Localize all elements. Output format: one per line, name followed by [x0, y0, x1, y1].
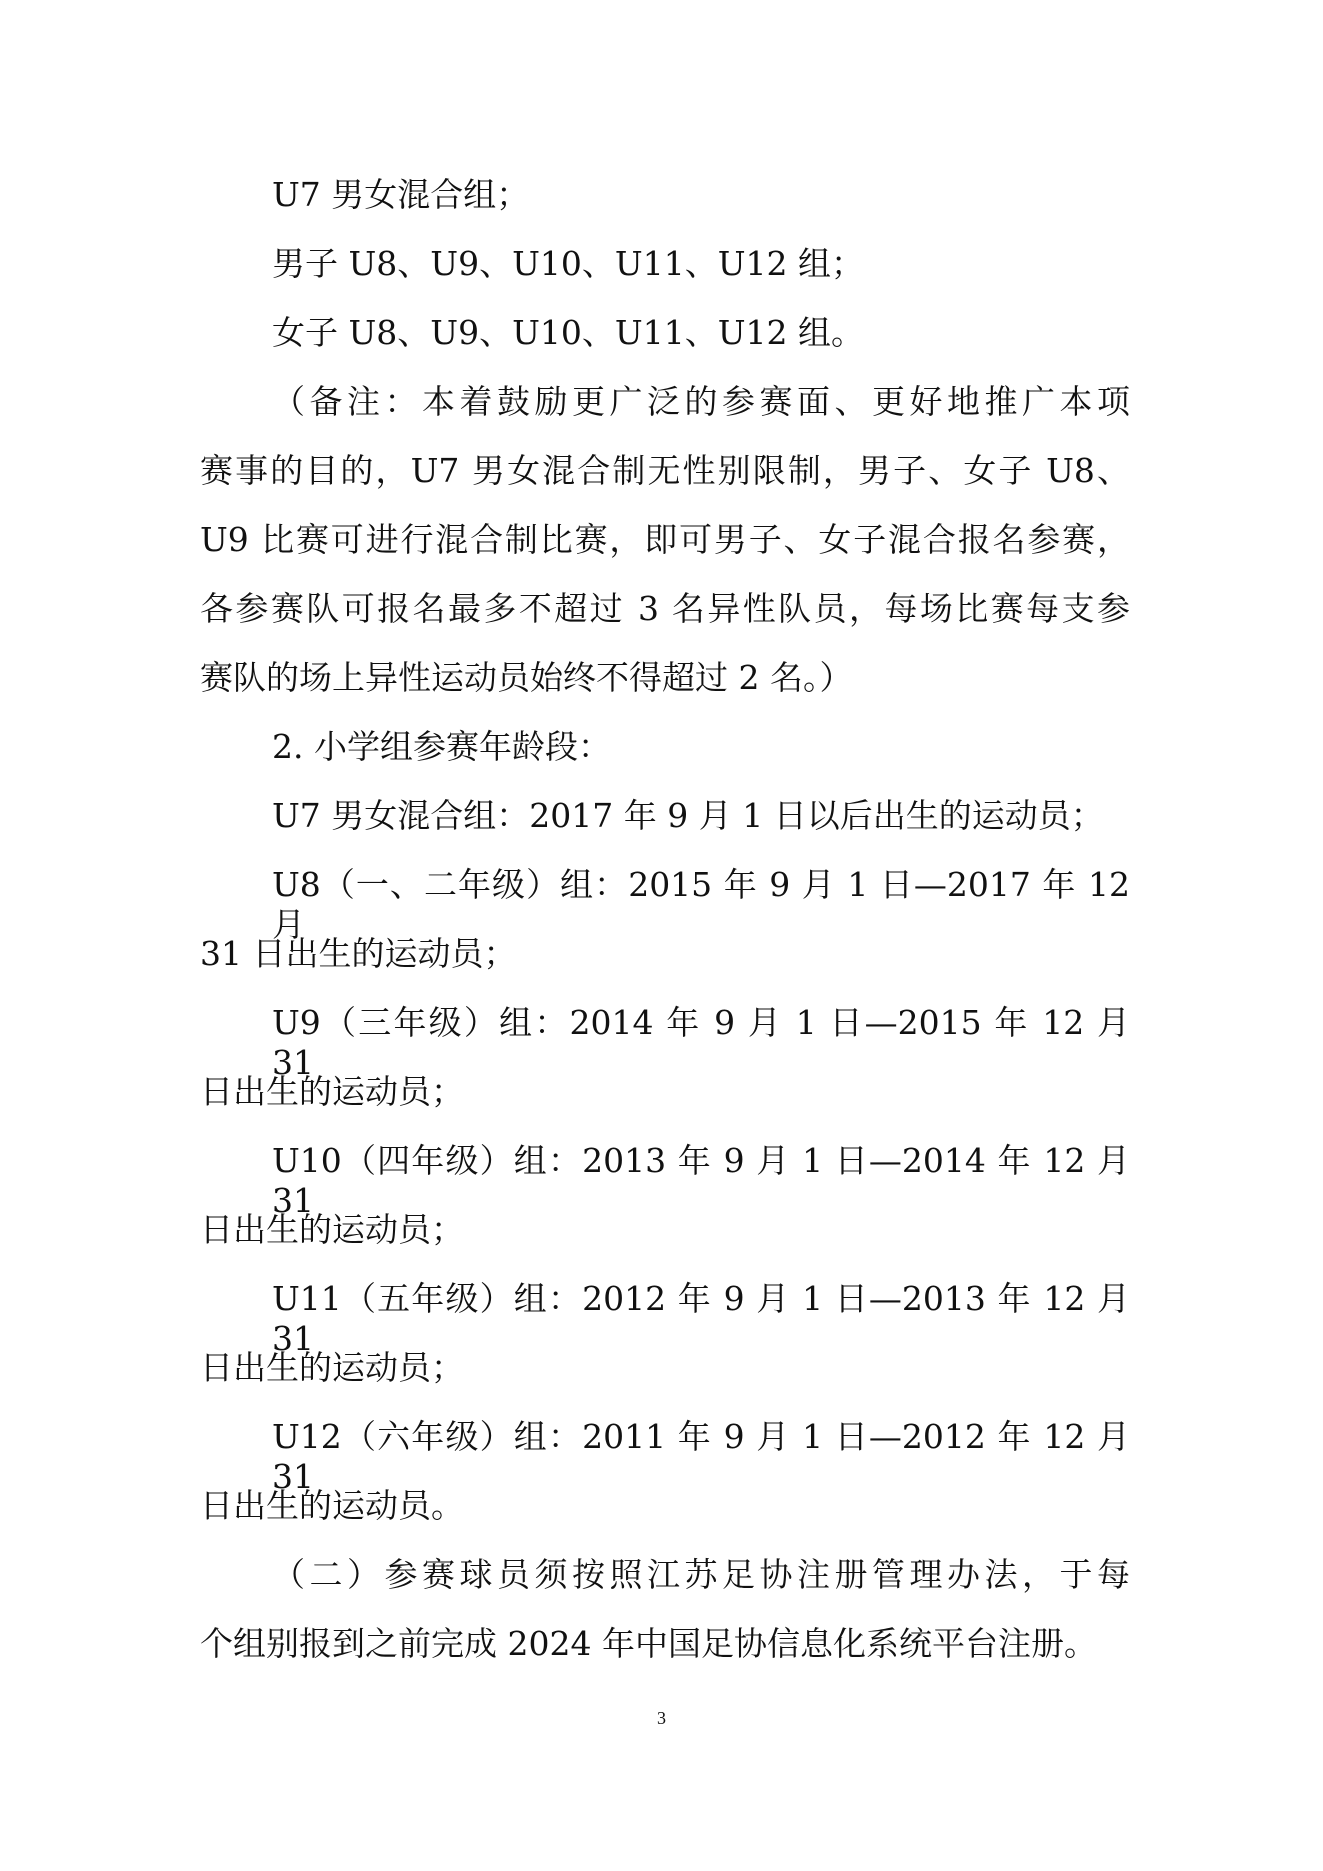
text-line-u9-age-cont: 日出生的运动员； — [200, 1072, 464, 1111]
text-line-u8-age-cont: 31 日出生的运动员； — [200, 934, 517, 973]
text-line-note-5: 赛队的场上异性运动员始终不得超过 2 名。） — [200, 658, 853, 697]
text-line-u7-age: U7 男女混合组：2017 年 9 月 1 日以后出生的运动员； — [272, 796, 1104, 835]
text-line-note-2: 赛事的目的，U7 男女混合制无性别限制，男子、女子 U8、 — [200, 451, 1130, 490]
text-line-u10-age: U10（四年级）组：2013 年 9 月 1 日—2014 年 12 月 31 — [272, 1141, 1130, 1220]
text-line-u11-age-cont: 日出生的运动员； — [200, 1348, 464, 1387]
text-line-registration-2: 个组别报到之前完成 2024 年中国足协信息化系统平台注册。 — [200, 1624, 1097, 1663]
text-line-boys-groups: 男子 U8、U9、U10、U11、U12 组； — [272, 244, 865, 283]
text-line-note-3: U9 比赛可进行混合制比赛，即可男子、女子混合报名参赛， — [200, 520, 1130, 559]
text-line-note-1: （备注：本着鼓励更广泛的参赛面、更好地推广本项 — [272, 382, 1130, 421]
text-line-u12-age: U12（六年级）组：2011 年 9 月 1 日—2012 年 12 月 31 — [272, 1417, 1130, 1496]
text-line-u9-age: U9（三年级）组：2014 年 9 月 1 日—2015 年 12 月 31 — [272, 1003, 1130, 1082]
section-heading-age-groups: 2. 小学组参赛年龄段： — [272, 727, 611, 766]
text-line-u7-mixed: U7 男女混合组； — [272, 175, 530, 214]
text-line-u10-age-cont: 日出生的运动员； — [200, 1210, 464, 1249]
text-line-u12-age-cont: 日出生的运动员。 — [200, 1486, 464, 1525]
text-line-note-4: 各参赛队可报名最多不超过 3 名异性队员，每场比赛每支参 — [200, 589, 1130, 628]
text-line-u8-age: U8（一、二年级）组：2015 年 9 月 1 日—2017 年 12 月 — [272, 865, 1130, 944]
text-line-registration-1: （二）参赛球员须按照江苏足协注册管理办法，于每 — [272, 1555, 1130, 1594]
text-line-u11-age: U11（五年级）组：2012 年 9 月 1 日—2013 年 12 月 31 — [272, 1279, 1130, 1358]
text-line-girls-groups: 女子 U8、U9、U10、U11、U12 组。 — [272, 313, 865, 352]
page-number: 3 — [657, 1708, 666, 1728]
